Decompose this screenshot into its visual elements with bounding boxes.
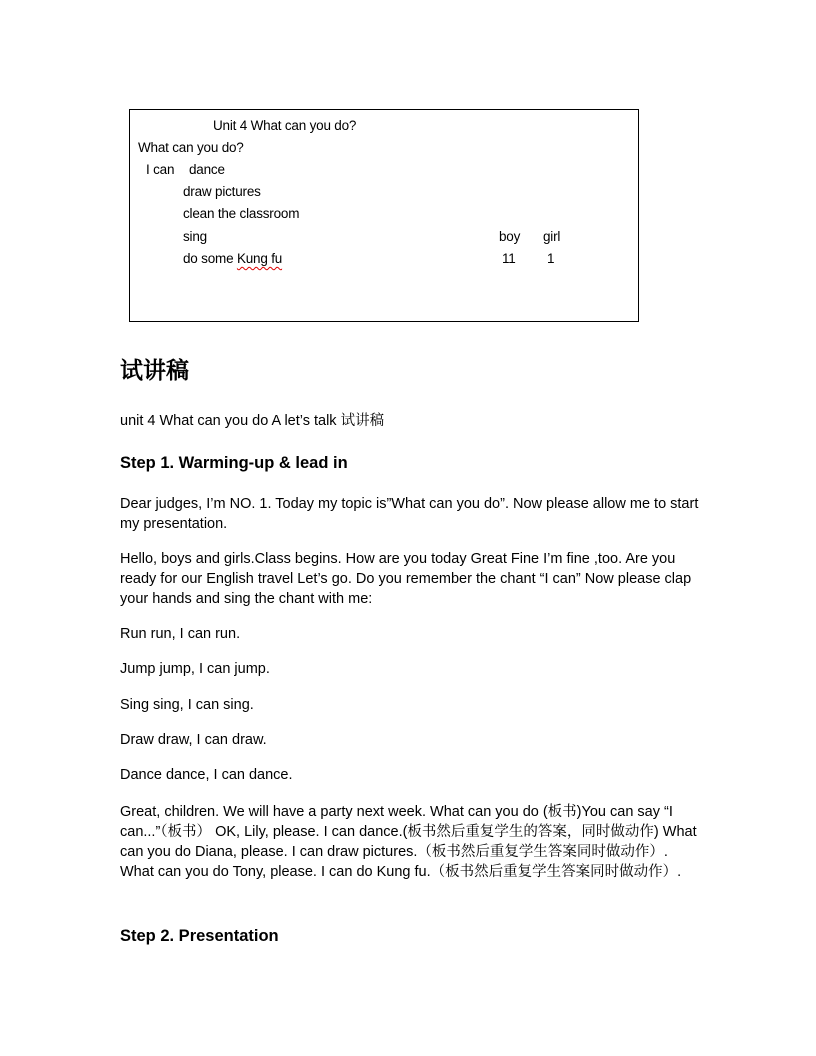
chant-line: Run run, I can run. [120, 626, 241, 642]
board-count-girl: 1 [547, 251, 555, 266]
board-header-boy: boy [499, 229, 521, 244]
board-item-do-some: do some [183, 251, 237, 266]
chant-line: Dance dance, I can dance. [120, 767, 293, 783]
board-item-draw: draw pictures [183, 184, 261, 199]
board-count-boy: 11 [502, 251, 516, 266]
paragraph-greeting: Hello, boys and girls.Class begins. How are you today Great Fine I’m fine ,too. Are you ready for our English travel Let’s go. Do you remember the chant “I can” Now please clap your hands and sing the chant with me: [120, 551, 692, 607]
chant-line: Draw draw, I can draw. [120, 732, 267, 748]
chant-line: Jump jump, I can jump. [120, 661, 270, 677]
board-item-clean: clean the classroom [183, 206, 300, 221]
blackboard-design-box [129, 109, 639, 322]
board-item-kungfu [183, 251, 282, 267]
board-title: Unit 4 What can you do? [213, 118, 357, 133]
board-item-dance: dance [189, 162, 225, 177]
board-question: What can you do? [138, 140, 244, 155]
board-kungfu-text: Kung fu [236, 251, 283, 266]
board-item-sing: sing [183, 229, 207, 244]
paragraph-intro: Dear judges, I’m NO. 1. Today my topic is”What can you do”. Now please allow me to start my presentation. [120, 496, 699, 532]
paragraph-party: Great, children. We will have a party next week. What can you do (板书)You can say “I can...”（板书） OK, Lily, please. I can dance.(板书然后重复学生的答案，同时做动作) What can you do Diana, please. I can draw pictures.（板书然后重复学生答案同时做动作）. What can you do Tony, please. I can do Kung fu.（板书然后重复学生答案同时做动作）. [120, 804, 697, 880]
step2-heading: Step 2. Presentation [120, 927, 279, 945]
chant-line: Sing sing, I can sing. [120, 697, 254, 713]
document-subtitle: unit 4 What can you do A let’s talk 试讲稿 [120, 413, 385, 429]
board-header-girl: girl [543, 229, 561, 244]
board-i-can: I can [146, 162, 175, 177]
document-title: 试讲稿 [120, 358, 189, 384]
step1-heading: Step 1. Warming-up & lead in [120, 454, 348, 472]
